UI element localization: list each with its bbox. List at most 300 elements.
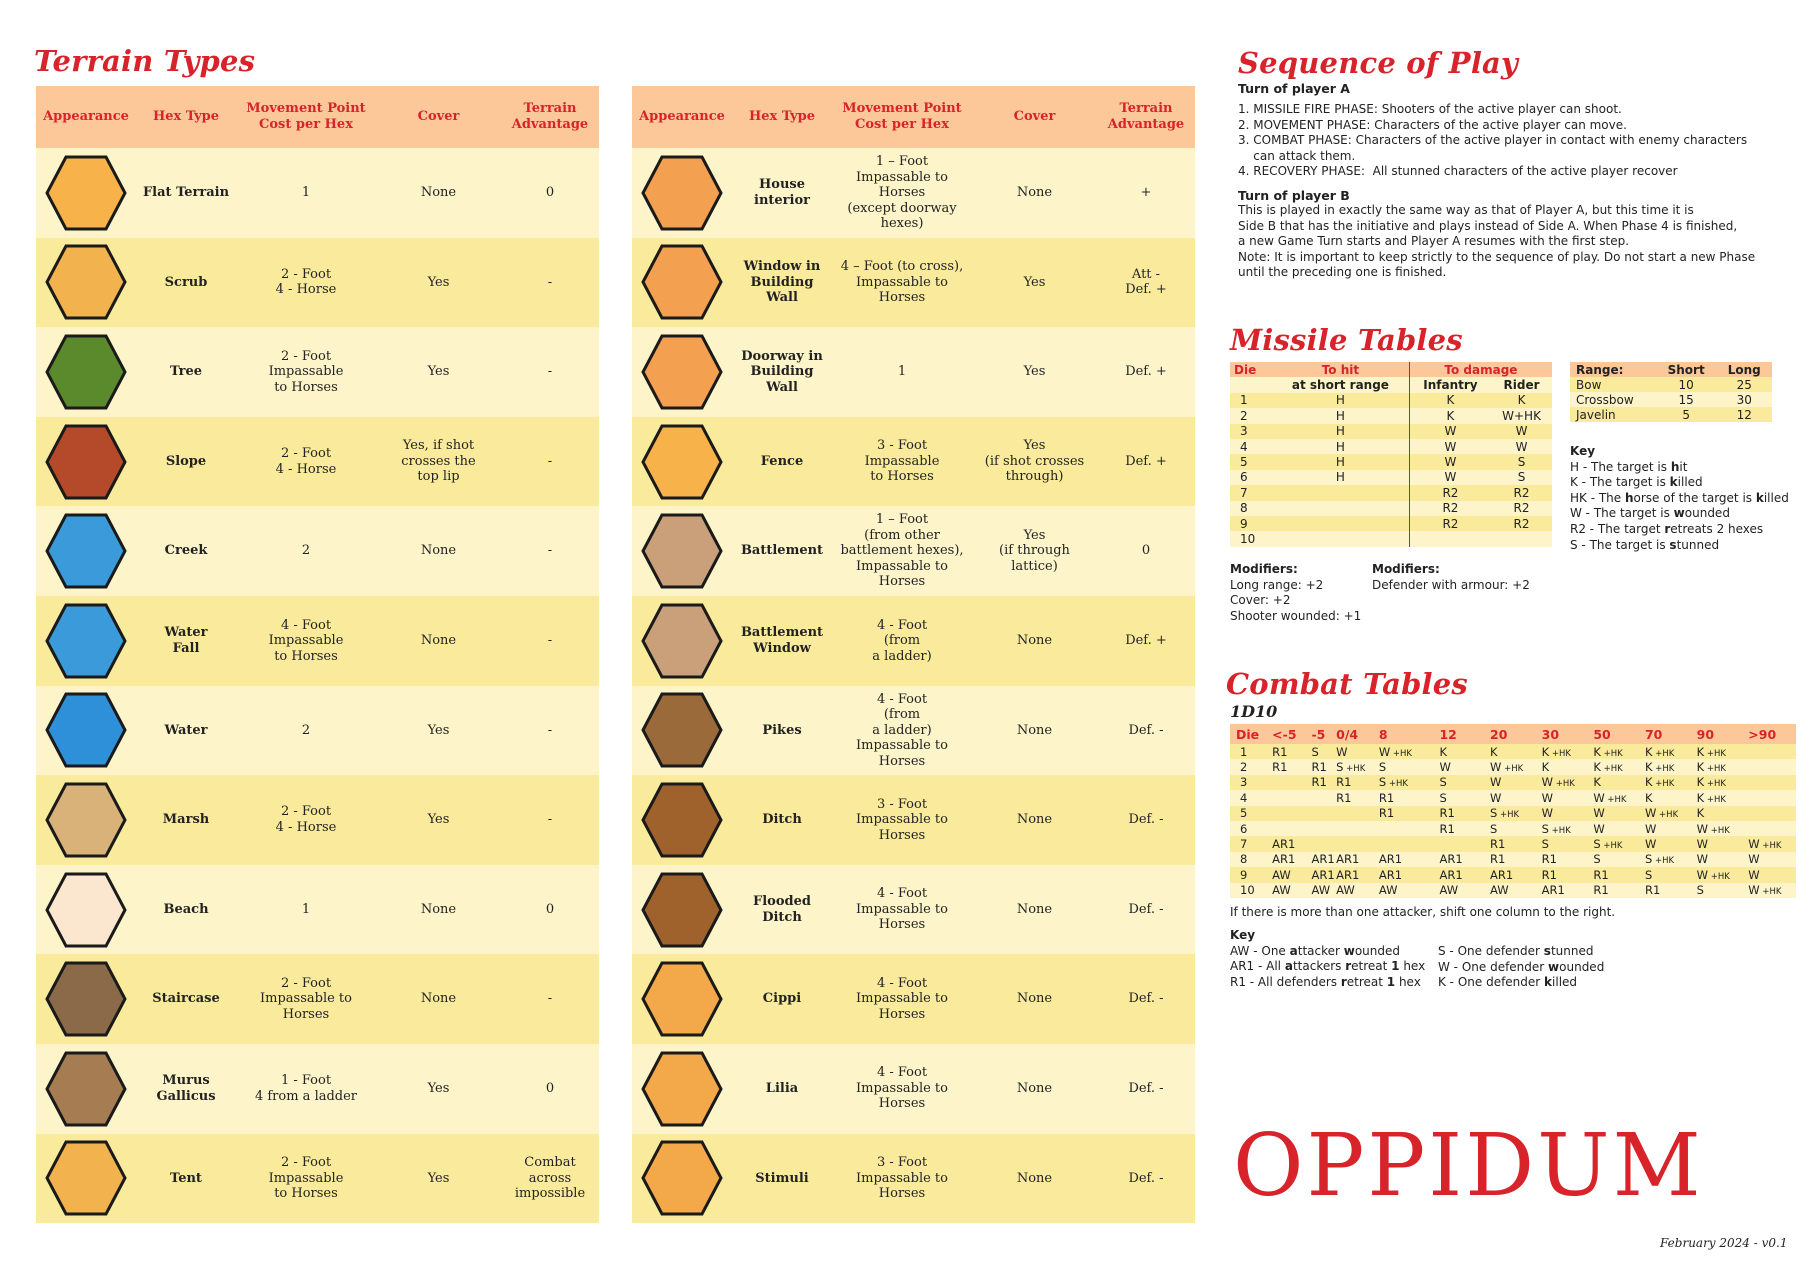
modifier-item: Long range: +2 (1230, 577, 1324, 592)
terrain-movement-cost: 2 - Foot 4 - Horse (275, 266, 337, 298)
flooded-ditch-hex-icon (640, 871, 724, 949)
turn-a-heading: Turn of player A (1238, 81, 1350, 96)
terrain-hex-type: Doorway in Building Wall (741, 348, 823, 395)
terrain-movement-cost: 3 - Foot Impassable to Horses (864, 438, 940, 485)
terrain-advantage: Def. - (1128, 812, 1164, 828)
terrain-appearance (632, 602, 732, 680)
key-text: k (1544, 975, 1553, 990)
combat-cell: W (1439, 760, 1451, 775)
combat-result: W (1541, 775, 1554, 790)
terrain-hex-type: Cippi (762, 991, 802, 1007)
terrain-cover: None (1016, 1080, 1053, 1096)
combat-result: W (1748, 883, 1760, 898)
combat-key-title: Key (1230, 928, 1256, 942)
missile-cell: H (1272, 424, 1409, 439)
terrain-row (632, 1044, 1195, 1134)
terrain-movement-cost: 1 (301, 901, 311, 917)
sequence-step: 2. MOVEMENT PHASE: Characters of the active player can move. (1238, 117, 1627, 132)
sequence-step: 4. RECOVERY PHASE: All stunned characters of the active player recover (1238, 164, 1678, 179)
missile-row (1230, 516, 1552, 531)
terrain-hex-type: Scrub (164, 274, 208, 290)
terrain-row (36, 417, 599, 507)
terrain-advantage: - (547, 722, 553, 738)
combat-cell: 7 (1240, 837, 1248, 852)
combat-cell: W (1336, 744, 1348, 759)
combat-header-cell: 0/4 (1336, 726, 1359, 742)
terrain-cover: Yes (if through lattice) (999, 527, 1070, 574)
combat-horse-killed: +HK (1652, 856, 1675, 867)
modifier-item: Defender with armour: +2 (1372, 577, 1530, 592)
key-line (1230, 944, 1430, 960)
terrain-row (632, 238, 1195, 328)
terrain-hex-type: Water Fall (164, 625, 208, 656)
terrain-row (632, 865, 1195, 955)
combat-cell: R1 (1311, 760, 1327, 775)
sequence-step: 1. MISSILE FIRE PHASE: Shooters of the active player can shoot. (1238, 102, 1622, 116)
combat-result: S (1541, 821, 1549, 836)
stimuli-hex-icon (640, 1139, 724, 1217)
terrain-cover: None (420, 185, 457, 201)
combat-cell (1332, 836, 1375, 851)
key-text: K - One defender (1438, 975, 1545, 990)
missile-row (1230, 531, 1552, 546)
range-row (1570, 392, 1772, 407)
terrain-advantage: 0 (1141, 543, 1151, 559)
terrain-hex-type: Tent (170, 1170, 202, 1186)
terrain-movement-cost: 2 - Foot Impassable to Horses (268, 348, 344, 395)
terrain-types-title: Terrain Types (34, 44, 256, 78)
combat-header-cell: 70 (1644, 726, 1663, 742)
combat-cell (1332, 821, 1375, 836)
key-text: 1 (1386, 974, 1396, 989)
combat-cell (1589, 836, 1641, 851)
combat-result: K (1696, 760, 1705, 775)
combat-key-right (1438, 944, 1638, 991)
terrain-hex-type: Stimuli (755, 1170, 809, 1186)
combat-cell (1641, 775, 1693, 790)
terrain-advantage: 0 (545, 901, 555, 917)
water-hex-icon (44, 691, 128, 769)
key-text: H - The target is (1570, 459, 1671, 474)
key-text: S - The target is (1570, 537, 1670, 552)
terrain-appearance (632, 154, 732, 232)
combat-cell: 4 (1240, 790, 1248, 805)
combat-cell: W (1541, 806, 1554, 821)
fence-hex-icon (640, 423, 724, 501)
terrain-hex-type: Flat Terrain (142, 185, 230, 201)
combat-cell (1268, 821, 1307, 836)
combat-cell: R1 (1378, 790, 1395, 805)
turn-b-line: until the preceding one is finished. (1238, 265, 1447, 280)
terrain-hex-type: Battlement (740, 543, 824, 559)
terrain-cover: Yes (427, 1080, 450, 1096)
terrain-header-cell: Appearance (639, 109, 725, 124)
terrain-appearance (36, 960, 136, 1038)
terrain-cover: None (420, 543, 457, 559)
terrain-advantage: + (1140, 185, 1152, 201)
terrain-appearance (36, 154, 136, 232)
combat-row (1230, 836, 1796, 851)
oppidum-logo: OPPIDUM (1233, 1116, 1704, 1216)
key-text: W - The target is (1570, 506, 1674, 521)
combat-cell (1375, 775, 1436, 790)
combat-cell: R1 (1439, 821, 1455, 836)
missile-infantry-header: Infantry (1423, 378, 1478, 393)
missile-cell: R2 (1513, 516, 1530, 531)
key-text: AR1 - All (1230, 959, 1285, 974)
combat-cell: R1 (1593, 867, 1609, 882)
combat-cell: 6 (1240, 821, 1248, 836)
combat-result: K (1593, 744, 1601, 759)
combat-horse-killed: +HK (1604, 794, 1627, 805)
terrain-appearance (36, 333, 136, 411)
combat-horse-killed: +HK (1704, 764, 1726, 775)
combat-cell: 10 (1240, 883, 1255, 898)
combat-result: K (1541, 744, 1550, 759)
terrain-hex-type: Lilia (765, 1080, 799, 1096)
combat-horse-killed: +HK (1704, 794, 1726, 805)
combat-header-cell: Die (1236, 726, 1260, 742)
key-line (1230, 959, 1430, 975)
terrain-movement-cost: 1 - Foot 4 from a ladder (254, 1073, 358, 1104)
combat-horse-killed: +HK (1549, 748, 1572, 759)
terrain-row (632, 954, 1195, 1044)
terrain-movement-cost: 1 – Foot (from other battlement hexes), Impassable to Horses (840, 512, 964, 590)
range-header-cell: Range: (1576, 362, 1624, 377)
key-text: r (1340, 974, 1347, 989)
key-text: ttackers (1292, 959, 1346, 974)
terrain-appearance (36, 423, 136, 501)
terrain-cover: None (1016, 901, 1053, 917)
combat-cell: R1 (1311, 775, 1327, 790)
combat-cell (1268, 775, 1307, 790)
combat-horse-killed: +HK (1343, 764, 1366, 775)
sequence-step: can attack them. (1238, 148, 1356, 163)
range-header-cell: Short (1667, 362, 1705, 377)
combat-cell (1375, 744, 1436, 759)
combat-header-cell: 8 (1378, 726, 1388, 742)
combat-cell: AW (1490, 883, 1509, 898)
terrain-row (632, 1134, 1195, 1224)
terrain-table-header (36, 86, 599, 148)
range-row (1570, 377, 1772, 392)
terrain-appearance (632, 243, 732, 321)
combat-horse-killed: +HK (1548, 825, 1571, 836)
combat-header-cell: >90 (1748, 726, 1777, 742)
terrain-advantage: - (547, 633, 553, 649)
key-line (1570, 522, 1800, 538)
missile-cell: 10 (1240, 531, 1256, 546)
sequence-of-play-section (1238, 81, 1778, 281)
combat-cell: 8 (1240, 852, 1248, 867)
ditch-hex-icon (640, 781, 724, 859)
tree-hex-icon (44, 333, 128, 411)
missile-cell: 6 (1240, 470, 1248, 485)
flat-terrain-hex-icon (44, 154, 128, 232)
key-line (1230, 975, 1430, 991)
key-text: tunned (1550, 944, 1594, 958)
modifier-item: Cover: +2 (1230, 593, 1291, 608)
combat-cell (1641, 744, 1693, 759)
terrain-row (632, 506, 1195, 596)
missile-cell: W (1444, 424, 1457, 439)
terrain-advantage: Def. - (1128, 722, 1164, 738)
range-row (1570, 407, 1772, 422)
terrain-hex-type: Fence (760, 453, 804, 469)
key-text: 1 (1391, 959, 1400, 974)
range-cell: 5 (1682, 407, 1690, 422)
terrain-advantage: Def. - (1128, 1080, 1164, 1096)
key-text: etreat (1346, 974, 1387, 989)
terrain-row (632, 327, 1195, 417)
combat-result: K (1696, 744, 1705, 759)
combat-cell: W (1696, 837, 1709, 852)
missile-cell: 7 (1240, 485, 1248, 500)
battlement-window-hex-icon (640, 602, 724, 680)
key-text: w (1673, 506, 1685, 521)
combat-cell: AW (1378, 883, 1398, 898)
combat-subtitle: 1D10 (1230, 702, 1278, 721)
doorway-hex-icon (640, 333, 724, 411)
combat-cell: AW (1336, 883, 1355, 898)
slope-hex-icon (44, 423, 128, 501)
combat-row (1230, 744, 1796, 759)
terrain-cover: None (420, 991, 457, 1007)
combat-horse-killed: +HK (1759, 887, 1782, 898)
terrain-cover: None (1016, 1170, 1053, 1186)
terrain-cover: Yes, if shot crosses the top lip (401, 438, 476, 485)
terrain-appearance (632, 691, 732, 769)
combat-cell (1486, 759, 1538, 774)
terrain-table-right (632, 86, 1195, 1223)
combat-cell: R1 (1593, 883, 1609, 898)
scrub-hex-icon (44, 243, 128, 321)
key-line (1438, 944, 1638, 960)
combat-cell (1589, 759, 1641, 774)
missile-cell: 8 (1240, 501, 1248, 516)
combat-cell: S (1490, 821, 1498, 836)
combat-cell: AR1 (1336, 867, 1360, 882)
combat-result: K (1696, 790, 1705, 805)
combat-cell: AR1 (1272, 852, 1296, 867)
combat-cell: 5 (1240, 806, 1248, 821)
terrain-row (36, 686, 599, 776)
combat-header-cell: 12 (1439, 726, 1457, 742)
terrain-header-cell: Cover (417, 109, 460, 124)
range-cell: 30 (1736, 392, 1752, 407)
missile-subheader-row (1230, 377, 1552, 392)
combat-row (1230, 883, 1796, 898)
missile-tohit-header: To hit (1272, 362, 1409, 377)
key-text: R1 - All defenders (1230, 974, 1341, 989)
missile-cell: R2 (1442, 485, 1459, 500)
key-text: s (1543, 944, 1551, 958)
sequence-step: 3. COMBAT PHASE: Characters of the active player in contact with enemy characters (1238, 133, 1748, 148)
terrain-cover: None (1016, 812, 1053, 828)
modifier-item: Shooter wounded: +1 (1230, 608, 1362, 623)
combat-horse-killed: +HK (1704, 748, 1726, 759)
combat-cell (1307, 821, 1332, 836)
terrain-advantage: Def. + (1125, 633, 1167, 649)
missile-key (1570, 444, 1800, 553)
key-text: ttacker (1297, 943, 1344, 958)
modifiers-title-2: Modifiers: (1372, 562, 1440, 576)
terrain-appearance (632, 960, 732, 1038)
terrain-advantage: - (547, 364, 553, 380)
missile-cell: H (1272, 439, 1409, 454)
combat-result: W (1593, 790, 1605, 805)
combat-header-cell: 50 (1593, 726, 1611, 742)
missile-row (1230, 454, 1552, 469)
combat-row (1230, 867, 1796, 882)
terrain-cover: None (420, 633, 457, 649)
key-text: hex (1395, 974, 1421, 989)
key-line (1570, 460, 1800, 476)
key-text: orse of the target is (1633, 490, 1756, 505)
tent-hex-icon (44, 1139, 128, 1217)
terrain-cover: Yes (1023, 364, 1046, 380)
terrain-advantage: - (547, 991, 553, 1007)
key-text: tunned (1676, 537, 1720, 552)
terrain-advantage: Combat across impossible (514, 1155, 586, 1202)
combat-cell (1538, 744, 1590, 759)
combat-cell (1375, 821, 1436, 836)
terrain-row (632, 148, 1195, 238)
terrain-row (632, 686, 1195, 776)
combat-cell (1693, 790, 1745, 805)
combat-cell: R1 (1490, 852, 1506, 867)
combat-cell (1589, 744, 1641, 759)
combat-cell (1268, 806, 1307, 821)
combat-cell: W (1748, 852, 1760, 867)
terrain-row (36, 1044, 599, 1134)
combat-cell (1307, 790, 1332, 805)
key-text: ounded (1684, 506, 1730, 521)
terrain-appearance (36, 1050, 136, 1128)
combat-cell: R1 (1378, 806, 1395, 821)
key-text: k (1669, 475, 1678, 490)
terrain-appearance (632, 1050, 732, 1128)
combat-cell: AW (1272, 883, 1291, 898)
missile-cell: W+HK (1502, 408, 1541, 423)
combat-result: W (1378, 744, 1391, 759)
missile-header-row (1230, 362, 1552, 377)
combat-horse-killed: +HK (1386, 779, 1408, 790)
terrain-hex-type: Ditch (762, 812, 802, 828)
terrain-movement-cost: 3 - Foot Impassable to Horses (856, 1155, 948, 1202)
missile-row (1230, 393, 1552, 408)
terrain-hex-type: Flooded Ditch (753, 894, 811, 925)
missile-cell: W (1444, 439, 1457, 454)
combat-cell: K (1490, 744, 1498, 759)
missile-rider-header: Rider (1503, 378, 1540, 393)
combat-cell: S (1439, 790, 1447, 805)
beach-hex-icon (44, 871, 128, 949)
combat-cell (1538, 775, 1590, 790)
combat-cell: W (1644, 837, 1657, 852)
terrain-row (36, 506, 599, 596)
combat-row (1230, 806, 1796, 821)
terrain-hex-type: Slope (165, 453, 207, 469)
terrain-row (36, 775, 599, 865)
key-text: s (1669, 537, 1677, 552)
combat-cell (1307, 806, 1332, 821)
missile-die-header: Die (1234, 362, 1257, 377)
terrain-movement-cost: 2 (301, 722, 311, 738)
terrain-cover: Yes (427, 274, 450, 290)
terrain-cover: Yes (427, 722, 450, 738)
terrain-hex-type: Murus Gallicus (156, 1073, 216, 1104)
combat-cell: R1 (1644, 883, 1661, 898)
terrain-appearance (632, 423, 732, 501)
terrain-movement-cost: 2 - Foot 4 - Horse (275, 804, 337, 835)
terrain-hex-type: Battlement Window (740, 625, 824, 656)
creek-hex-icon (44, 512, 128, 590)
missile-cell: K (1446, 393, 1455, 408)
combat-cell (1589, 790, 1641, 805)
combat-cell (1268, 790, 1307, 805)
terrain-hex-type: Marsh (162, 812, 210, 828)
range-header-row (1570, 362, 1772, 377)
key-text: h (1624, 490, 1634, 505)
combat-cell: AR1 (1439, 852, 1463, 867)
terrain-advantage: Def. + (1125, 453, 1167, 469)
combat-cell: W (1696, 852, 1709, 867)
missile-row (1230, 470, 1552, 485)
combat-cell (1538, 821, 1590, 836)
missile-row (1230, 439, 1552, 454)
missile-cell: R2 (1442, 516, 1459, 531)
combat-cell (1693, 744, 1745, 759)
combat-cell: W (1748, 867, 1760, 882)
combat-cell: W (1644, 821, 1657, 836)
terrain-header-cell: Terrain Advantage (511, 101, 589, 132)
missile-key-title: Key (1570, 444, 1596, 458)
terrain-hex-type: Tree (169, 364, 203, 380)
terrain-appearance (632, 871, 732, 949)
missile-cell (1491, 531, 1552, 546)
combat-result: W (1696, 867, 1709, 882)
terrain-table-left (36, 86, 599, 1223)
key-text: w (1548, 959, 1560, 974)
range-cell: 15 (1678, 392, 1694, 407)
terrain-header-cell: Movement Point Cost per Hex (246, 101, 366, 132)
missile-cell: W (1515, 424, 1528, 439)
missile-cell (1272, 501, 1409, 516)
key-line (1570, 491, 1800, 507)
combat-cell: R1 (1336, 775, 1352, 790)
combat-cell: AR1 (1541, 883, 1565, 898)
terrain-cover: Yes (427, 1170, 450, 1186)
missile-cell (1409, 531, 1491, 546)
terrain-movement-cost: 2 - Foot Impassable to Horses (268, 1155, 344, 1202)
combat-row (1230, 759, 1796, 774)
terrain-advantage: - (547, 543, 553, 559)
combat-horse-killed: +HK (1501, 764, 1524, 775)
terrain-cover: None (1016, 722, 1053, 738)
combat-result: K (1593, 760, 1601, 775)
missile-cell: K (1517, 393, 1526, 408)
key-text: W - One defender (1438, 959, 1549, 974)
key-line (1570, 506, 1800, 522)
terrain-header-cell: Movement Point Cost per Hex (842, 101, 962, 132)
cippi-hex-icon (640, 960, 724, 1038)
terrain-advantage: 0 (545, 1080, 555, 1096)
missile-cell: W (1444, 455, 1457, 470)
terrain-row (36, 148, 599, 238)
combat-header-cell: 30 (1541, 726, 1560, 742)
combat-cell: AR1 (1490, 867, 1514, 882)
